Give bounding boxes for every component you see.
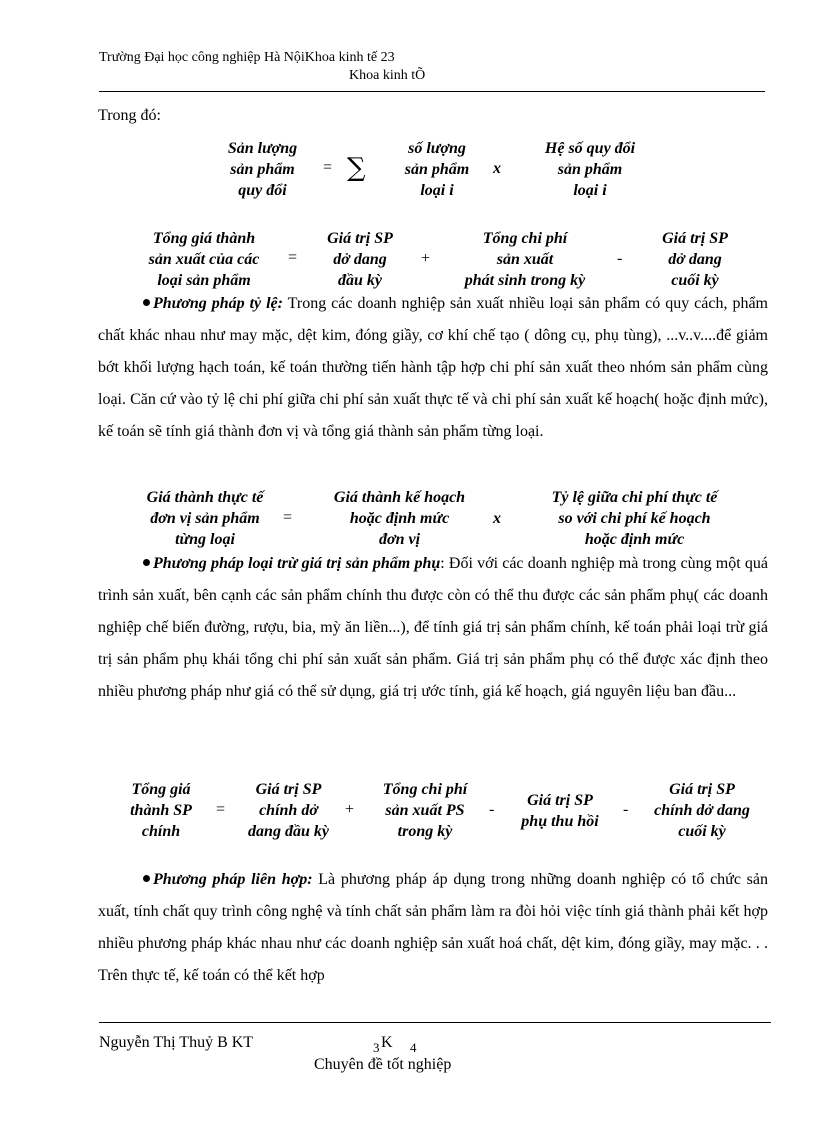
footer-number: 4 <box>410 1040 417 1055</box>
formula1-left: Sản lượng sản phẩm quy đổi <box>227 140 298 199</box>
formula4-minus-2: - <box>623 801 629 818</box>
sigma-symbol: ∑ <box>347 153 366 183</box>
formula2-period-cost: Tổng chi phí sản xuất phát sinh trong kỳ <box>464 230 586 289</box>
byproduct-method-heading: Phương pháp loại trừ giá trị sản phẩm phụ <box>153 555 441 572</box>
formula1-equals: = <box>323 159 333 176</box>
ratio-method-heading: Phương pháp tỷ lệ: <box>153 295 283 312</box>
footer-title: Chuyên đề tốt nghiệp <box>314 1056 452 1073</box>
paragraph-combined-method <box>98 864 768 992</box>
paragraph-ratio-method <box>98 288 768 448</box>
formula1-times: x <box>493 160 501 177</box>
formula4-total: Tổng giá thành SP chính <box>130 781 192 840</box>
formula4-equals: = <box>216 801 226 818</box>
formula2-plus: + <box>421 250 431 267</box>
formula1-right: Hệ số quy đổi sản phẩm loại i <box>544 140 636 199</box>
ratio-method-text: Trong các doanh nghiệp sản xuất nhiều loại sản phẩm có quy cách, phẩm chất khác nhau như may mặc, dệt kim, đóng giầy, cơ khí chế tạo ( dông cụ, phụ tùng), ...v..v....để giảm bớt khối lượng hạch toán, kế toán thường tiến hành tập hợp chi phí sản xuất theo nhóm sản phẩm cùng loại. Căn cứ vào tỷ lệ chi phí giữa chi phí sản xuất thực tế và chi phí sản xuất kế hoạch( hoặc định mức), kế toán sẽ tính giá thành đơn vị và tổng giá thành sản phẩm từng loại. <box>98 295 769 440</box>
formula2-equals: = <box>288 249 298 266</box>
footer-subscript: 3 <box>373 1040 380 1055</box>
formula4-byproduct: Giá trị SP phụ thu hồi <box>521 792 599 830</box>
formula4-opening-wip: Giá trị SP chính dở dang đầu kỳ <box>248 781 329 840</box>
formula2-opening-wip: Giá trị SP dở dang đầu kỳ <box>327 230 393 289</box>
header-line-2: Khoa kinh tÕ <box>349 68 426 83</box>
header-line-1: Trường Đại học công nghiệp Hà NộiKhoa kinh tế 23 <box>99 50 395 65</box>
formula3-ratio: Tỷ lệ giữa chi phí thực tế so với chi phí kế hoạch hoặc định mức <box>551 489 718 548</box>
formula3-actual-unit-cost: Giá thành thực tế đơn vị sản phẩm từng loại <box>146 489 264 548</box>
formula4-closing-wip: Giá trị SP chính dở dang cuối kỳ <box>654 781 750 840</box>
formula4-minus-1: - <box>489 801 495 818</box>
intro-text: Trong đó: <box>98 107 161 124</box>
header-rule <box>99 91 765 92</box>
footer-k: K <box>381 1034 393 1051</box>
bullet-icon <box>143 875 150 882</box>
formula3-equals: = <box>283 509 293 526</box>
formula2-minus: - <box>617 250 623 267</box>
footer-rule <box>99 1022 771 1023</box>
formula2-closing-wip: Giá trị SP dở dang cuối kỳ <box>662 230 728 289</box>
formula4-period-cost: Tổng chi phí sản xuất PS trong kỳ <box>382 781 468 840</box>
byproduct-method-text: : Đối với các doanh nghiệp mà trong cùng một quá trình sản xuất, bên cạnh các sản phẩm chính thu được còn có thể thu được các sản phẩm phụ( các doanh nghiệp chế biến đường, rượu, bia, mỳ ăn liền...), để tính giá trị sản phẩm chính, kế toán phải loại trừ giá trị sản phẩm phụ khái tổng chi phí sản xuất sản phẩm. Giá trị sản phẩm phụ có thể được xác định theo nhiều phương pháp như giá có thể sử dụng, giá trị ước tính, giá kế hoạch, giá nguyên liệu ban đầu... <box>98 555 768 700</box>
footer-author: Nguyễn Thị Thuỷ B KT <box>99 1034 254 1051</box>
bullet-icon <box>143 299 150 306</box>
formula2-total: Tổng giá thành sản xuất của các loại sản phẩm <box>148 230 260 289</box>
bullet-icon <box>143 559 150 566</box>
formula3-planned-cost: Giá thành kế hoạch hoặc định mức đơn vị <box>333 489 466 548</box>
combined-method-text: Là phương pháp áp dụng trong những doanh nghiệp có tổ chức sản xuất, tính chất quy trình công nghệ và tính chất sản phẩm làm ra đòi hỏi việc tính giá thành phải kết hợp nhiều phương pháp khác nhau như các doanh nghiệp sản xuất hoá chất, dệt kim, đóng giầy, may mặc. . . Trên thực tế, kế toán có thể kết hợp <box>98 871 769 984</box>
combined-method-heading: Phương pháp liên hợp: <box>153 871 313 888</box>
formula3-times: x <box>493 510 501 527</box>
formula4-plus: + <box>345 801 355 818</box>
paragraph-byproduct-method <box>98 548 768 708</box>
formula1-middle: số lượng sản phẩm loại i <box>404 140 470 199</box>
